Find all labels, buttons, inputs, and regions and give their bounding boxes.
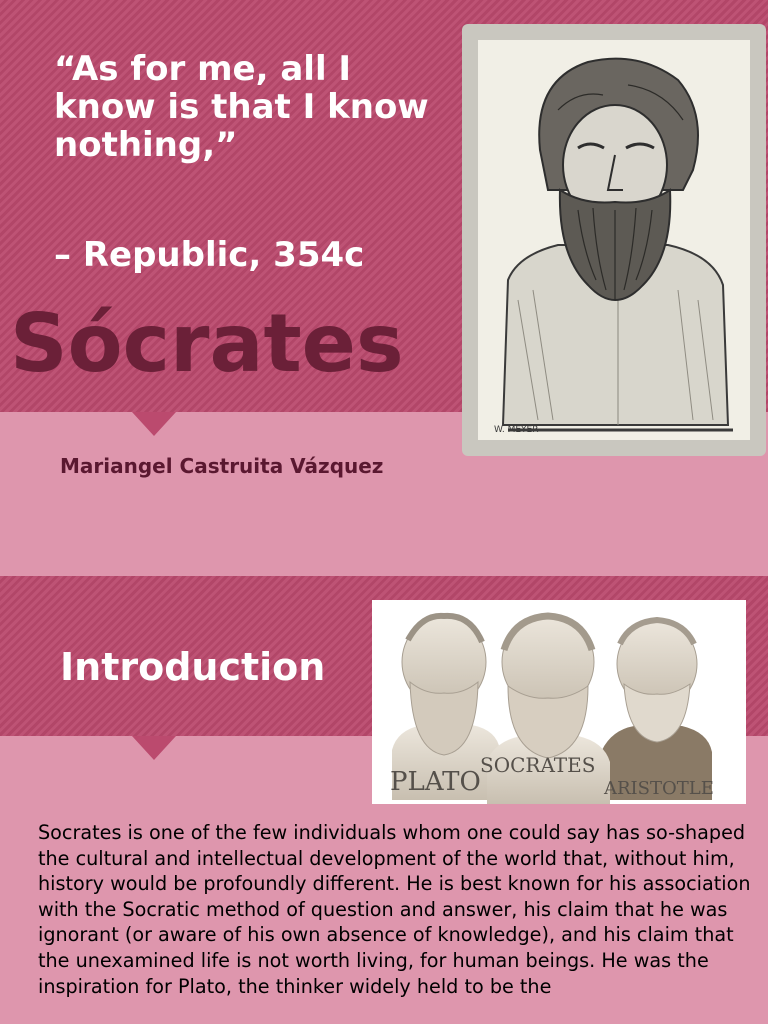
header-band-pointer [132,412,176,436]
caption-socrates: SOCRATES [480,753,596,777]
philosophers-busts-image [372,600,746,804]
quote-source: – Republic, 354c [54,235,365,275]
caption-plato: PLATO [390,767,481,797]
intro-band-pointer [132,736,176,760]
quote-text: “As for me, all I know is that I know nothing,” [54,49,429,165]
busts-illustration [372,600,746,804]
caption-aristotle: ARISTOTLE [604,778,714,799]
portrait-signature: W. MEYER [494,425,539,435]
section-heading-introduction: Introduction [60,645,326,689]
page-title: Sócrates [10,297,404,390]
introduction-paragraph: Socrates is one of the few individuals whom one could say has so-shaped the cultural and intellectual development of the world that, without him, history would be profoundly different. He is best known for his association with the Socratic method of question and answer, his claim that he was ignorant (or aware of his own absence of knowledge), and his claim that the unexamined life is not worth living, for human beings. He was the inspiration for Plato, the thinker widely held to be the [38,821,751,998]
bust-engraving-illustration [478,40,750,440]
socrates-portrait-image [478,40,750,440]
author-name: Mariangel Castruita Vázquez [60,454,384,478]
